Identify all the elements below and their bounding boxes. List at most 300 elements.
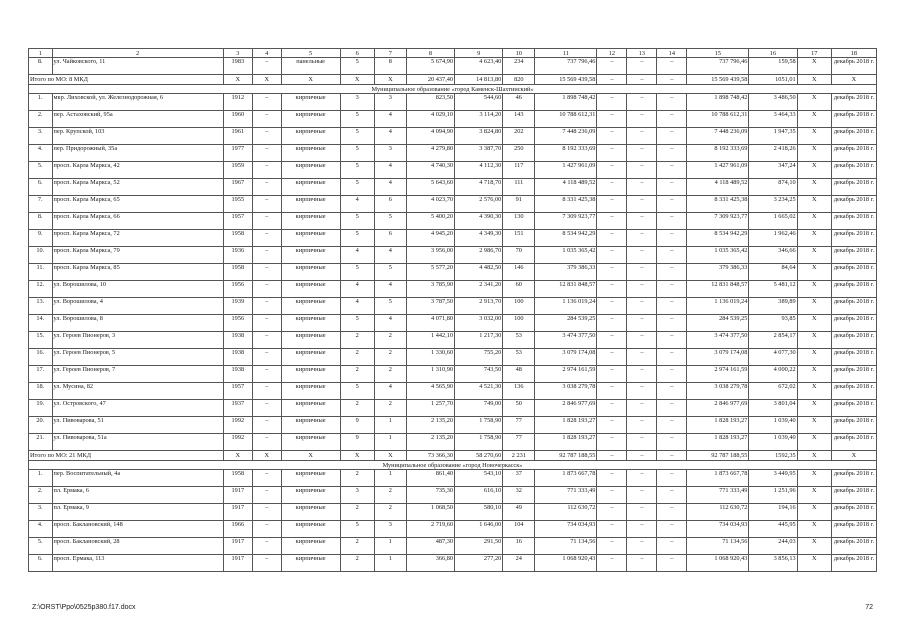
table-cell-col-8: 4 945,20 — [406, 230, 454, 247]
table-cell-col-12: – — [597, 400, 627, 417]
table-cell-col-6: 4 — [340, 196, 374, 213]
table-cell-col-9: 291,50 — [455, 538, 503, 555]
table-cell-col-11: 12 831 848,57 — [535, 281, 597, 298]
total-cell-col-10: 2 231 — [503, 451, 535, 461]
table-cell-col-1: 2. — [29, 111, 53, 128]
table-cell-col-17: X — [797, 179, 831, 196]
table-cell-col-18: декабрь 2018 г. — [831, 94, 876, 111]
table-cell-col-2: просп. Ермака, 113 — [52, 555, 223, 572]
table-cell-col-8: 5 674,90 — [406, 58, 454, 75]
table-cell-col-7: 2 — [374, 504, 406, 521]
table-cell-col-8: 2 719,60 — [406, 521, 454, 538]
column-number-14: 14 — [657, 49, 687, 58]
table-cell-col-16: 1 039,40 — [749, 434, 797, 451]
table-cell-col-11: 1 035 365,42 — [535, 247, 597, 264]
table-cell-col-14: – — [657, 349, 687, 366]
table-cell-col-17: X — [797, 383, 831, 400]
table-row — [29, 281, 877, 298]
table-cell-col-18: декабрь 2018 г. — [831, 196, 876, 213]
table-cell-col-18: декабрь 2018 г. — [831, 298, 876, 315]
table-cell-col-10: 77 — [503, 417, 535, 434]
table-cell-col-1: 8. — [29, 213, 53, 230]
table-cell-col-18: декабрь 2018 г. — [831, 179, 876, 196]
column-number-7: 7 — [374, 49, 406, 58]
table-cell-col-15: 1 035 365,42 — [687, 247, 749, 264]
table-cell-col-14: – — [657, 332, 687, 349]
table-cell-col-9: 4 349,30 — [455, 230, 503, 247]
total-cell-col-11: 15 569 439,58 — [535, 75, 597, 85]
table-cell-col-16: 2 854,17 — [749, 332, 797, 349]
table-cell-col-12: – — [597, 487, 627, 504]
table-cell-col-9: 4 112,30 — [455, 162, 503, 179]
table-cell-col-17: X — [797, 332, 831, 349]
column-number-1: 1 — [29, 49, 53, 58]
table-cell-col-9: 2 986,70 — [455, 247, 503, 264]
table-cell-col-12: – — [597, 281, 627, 298]
table-cell-col-1: 2. — [29, 487, 53, 504]
table-cell-col-13: – — [627, 521, 657, 538]
table-cell-col-13: – — [627, 162, 657, 179]
table-cell-col-18: декабрь 2018 г. — [831, 162, 876, 179]
table-cell-col-2: ул. Мусина, 82 — [52, 383, 223, 400]
table-cell-col-8: 487,30 — [406, 538, 454, 555]
table-cell-col-9: 4 521,30 — [455, 383, 503, 400]
table-cell-col-13: – — [627, 504, 657, 521]
table-cell-col-17: X — [797, 349, 831, 366]
table-cell-col-15: 379 386,33 — [687, 264, 749, 281]
table-cell-col-15: 8 331 425,38 — [687, 196, 749, 213]
total-cell-col-18: X — [831, 451, 876, 461]
table-cell-col-10: 91 — [503, 196, 535, 213]
table-cell-col-3: 1983 — [223, 58, 252, 75]
table-cell-col-15: 12 831 848,57 — [687, 281, 749, 298]
table-cell-col-15: 771 333,49 — [687, 487, 749, 504]
table-cell-col-1: 3. — [29, 128, 53, 145]
table-cell-col-6: 9 — [340, 417, 374, 434]
table-cell-col-7: 6 — [374, 230, 406, 247]
table-cell-col-10: 46 — [503, 94, 535, 111]
table-cell-col-4: – — [252, 298, 281, 315]
table-cell-col-2: ул. Ворошилова, 4 — [52, 298, 223, 315]
table-cell-col-14: – — [657, 281, 687, 298]
table-cell-col-9: 1 646,00 — [455, 521, 503, 538]
table-cell-col-18: декабрь 2018 г. — [831, 128, 876, 145]
table-cell-col-13: – — [627, 538, 657, 555]
table-row — [29, 400, 877, 417]
table-cell-col-4: – — [252, 417, 281, 434]
table-cell-col-14: – — [657, 111, 687, 128]
table-cell-col-10: 143 — [503, 111, 535, 128]
table-cell-col-16: 5 481,12 — [749, 281, 797, 298]
table-cell-col-6: 5 — [340, 315, 374, 332]
table-row — [29, 128, 877, 145]
table-cell-col-16: 1 665,02 — [749, 213, 797, 230]
table-cell-col-5: кирпичные — [281, 504, 340, 521]
table-cell-col-14: – — [657, 145, 687, 162]
table-cell-col-3: 1917 — [223, 487, 252, 504]
table-cell-col-17: X — [797, 162, 831, 179]
table-cell-col-9: 755,20 — [455, 349, 503, 366]
table-cell-col-14: – — [657, 383, 687, 400]
table-cell-col-7: 5 — [374, 213, 406, 230]
table-cell-col-10: 130 — [503, 213, 535, 230]
table-cell-col-7: 5 — [374, 264, 406, 281]
total-cell-col-5: X — [281, 451, 340, 461]
column-number-12: 12 — [597, 49, 627, 58]
total-label: Итого по МО: 8 МКД — [29, 75, 224, 85]
table-cell-col-8: 2 135,20 — [406, 434, 454, 451]
table-cell-col-5: кирпичные — [281, 487, 340, 504]
table-row — [29, 332, 877, 349]
table-cell-col-18: декабрь 2018 г. — [831, 400, 876, 417]
table-cell-col-12: – — [597, 128, 627, 145]
table-cell-col-18: декабрь 2018 г. — [831, 349, 876, 366]
table-cell-col-4: – — [252, 555, 281, 572]
table-cell-col-14: – — [657, 213, 687, 230]
table-cell-col-7: 2 — [374, 400, 406, 417]
table-cell-col-7: 4 — [374, 128, 406, 145]
table-cell-col-9: 2 913,70 — [455, 298, 503, 315]
table-cell-col-3: 1960 — [223, 111, 252, 128]
table-cell-col-9: 3 824,80 — [455, 128, 503, 145]
table-cell-col-7: 3 — [374, 521, 406, 538]
table-cell-col-18: декабрь 2018 г. — [831, 470, 876, 487]
table-row — [29, 196, 877, 213]
table-cell-col-4: – — [252, 247, 281, 264]
table-cell-col-7: 4 — [374, 247, 406, 264]
table-cell-col-9: 2 576,00 — [455, 196, 503, 213]
table-cell-col-5: кирпичные — [281, 111, 340, 128]
table-cell-col-9: 1 758,90 — [455, 434, 503, 451]
table-cell-col-4: – — [252, 487, 281, 504]
table-cell-col-18: декабрь 2018 г. — [831, 281, 876, 298]
table-cell-col-3: 1992 — [223, 434, 252, 451]
table-cell-col-15: 7 309 923,77 — [687, 213, 749, 230]
table-row — [29, 521, 877, 538]
table-cell-col-15: 3 474 377,50 — [687, 332, 749, 349]
table-cell-col-18: декабрь 2018 г. — [831, 145, 876, 162]
table-cell-col-1: 8. — [29, 58, 53, 75]
table-cell-col-10: 117 — [503, 162, 535, 179]
table-cell-col-13: – — [627, 128, 657, 145]
table-cell-col-4: – — [252, 264, 281, 281]
table-cell-col-6: 2 — [340, 332, 374, 349]
table-cell-col-11: 7 448 236,09 — [535, 128, 597, 145]
table-cell-col-7: 2 — [374, 487, 406, 504]
table-cell-col-18: декабрь 2018 г. — [831, 417, 876, 434]
table-cell-col-1: 21. — [29, 434, 53, 451]
table-cell-col-17: X — [797, 264, 831, 281]
table-cell-col-5: кирпичные — [281, 162, 340, 179]
table-cell-col-14: – — [657, 298, 687, 315]
total-cell-col-5: X — [281, 75, 340, 85]
total-cell-col-7: X — [374, 451, 406, 461]
table-cell-col-16: 1 947,35 — [749, 128, 797, 145]
document-table-container — [28, 48, 877, 572]
table-cell-col-17: X — [797, 145, 831, 162]
column-number-5: 5 — [281, 49, 340, 58]
table-cell-col-17: X — [797, 281, 831, 298]
table-row — [29, 58, 877, 75]
table-cell-col-2: просп. Карла Маркса, 85 — [52, 264, 223, 281]
capital-repair-table — [28, 48, 877, 572]
table-row — [29, 213, 877, 230]
table-cell-col-5: кирпичные — [281, 230, 340, 247]
table-cell-col-3: 1959 — [223, 162, 252, 179]
table-cell-col-2: просп. Карла Маркса, 42 — [52, 162, 223, 179]
table-cell-col-14: – — [657, 94, 687, 111]
table-cell-col-4: – — [252, 400, 281, 417]
table-cell-col-10: 136 — [503, 383, 535, 400]
table-cell-col-4: – — [252, 470, 281, 487]
table-cell-col-11: 1 068 920,43 — [535, 555, 597, 572]
table-cell-col-15: 1 898 748,42 — [687, 94, 749, 111]
table-cell-col-5: кирпичные — [281, 315, 340, 332]
table-cell-col-7: 3 — [374, 145, 406, 162]
total-cell-col-3: X — [223, 75, 252, 85]
table-cell-col-16: 4 077,30 — [749, 349, 797, 366]
table-cell-col-6: 2 — [340, 366, 374, 383]
table-cell-col-7: 4 — [374, 111, 406, 128]
table-cell-col-11: 10 788 612,31 — [535, 111, 597, 128]
table-cell-col-18: декабрь 2018 г. — [831, 504, 876, 521]
table-row — [29, 179, 877, 196]
table-cell-col-16: 1 251,96 — [749, 487, 797, 504]
total-cell-col-17: X — [797, 451, 831, 461]
table-cell-col-13: – — [627, 383, 657, 400]
table-cell-col-5: кирпичные — [281, 196, 340, 213]
table-cell-col-12: – — [597, 470, 627, 487]
table-cell-col-4: – — [252, 128, 281, 145]
column-number-6: 6 — [340, 49, 374, 58]
table-cell-col-7: 4 — [374, 179, 406, 196]
table-cell-col-4: – — [252, 434, 281, 451]
table-row — [29, 417, 877, 434]
table-cell-col-15: 1 828 193,27 — [687, 417, 749, 434]
total-cell-col-14: – — [657, 75, 687, 85]
table-cell-col-18: декабрь 2018 г. — [831, 230, 876, 247]
table-row — [29, 298, 877, 315]
table-cell-col-15: 3 079 174,08 — [687, 349, 749, 366]
table-cell-col-10: 151 — [503, 230, 535, 247]
table-body — [29, 49, 877, 572]
table-cell-col-16: 672,02 — [749, 383, 797, 400]
table-cell-col-3: 1917 — [223, 538, 252, 555]
table-cell-col-17: X — [797, 111, 831, 128]
table-cell-col-2: ул. Чайковского, 11 — [52, 58, 223, 75]
total-cell-col-15: 92 787 188,55 — [687, 451, 749, 461]
table-cell-col-1: 20. — [29, 417, 53, 434]
table-cell-col-4: – — [252, 58, 281, 75]
table-cell-col-2: ул. Героев Пионеров, 3 — [52, 332, 223, 349]
total-cell-col-3: X — [223, 451, 252, 461]
table-cell-col-4: – — [252, 366, 281, 383]
table-cell-col-8: 5 577,20 — [406, 264, 454, 281]
table-cell-col-14: – — [657, 179, 687, 196]
table-cell-col-2: пл. Ермака, 9 — [52, 504, 223, 521]
total-cell-col-8: 73 366,30 — [406, 451, 454, 461]
table-cell-col-6: 5 — [340, 383, 374, 400]
table-cell-col-17: X — [797, 504, 831, 521]
table-cell-col-3: 1992 — [223, 417, 252, 434]
table-cell-col-11: 2 974 161,59 — [535, 366, 597, 383]
table-cell-col-5: кирпичные — [281, 383, 340, 400]
table-cell-col-9: 3 114,20 — [455, 111, 503, 128]
table-cell-col-4: – — [252, 521, 281, 538]
table-cell-col-8: 1 257,70 — [406, 400, 454, 417]
table-cell-col-10: 32 — [503, 487, 535, 504]
table-cell-col-18: декабрь 2018 г. — [831, 111, 876, 128]
table-cell-col-6: 5 — [340, 264, 374, 281]
table-cell-col-16: 3 234,25 — [749, 196, 797, 213]
table-cell-col-13: – — [627, 434, 657, 451]
table-cell-col-12: – — [597, 94, 627, 111]
table-cell-col-16: 4 000,22 — [749, 366, 797, 383]
table-cell-col-18: декабрь 2018 г. — [831, 58, 876, 75]
column-number-9: 9 — [455, 49, 503, 58]
table-cell-col-3: 1939 — [223, 298, 252, 315]
table-cell-col-5: кирпичные — [281, 145, 340, 162]
table-cell-col-10: 100 — [503, 315, 535, 332]
table-cell-col-9: 4 718,70 — [455, 179, 503, 196]
table-cell-col-14: – — [657, 162, 687, 179]
table-cell-col-3: 1957 — [223, 383, 252, 400]
table-cell-col-4: – — [252, 504, 281, 521]
table-cell-col-13: – — [627, 58, 657, 75]
table-cell-col-13: – — [627, 179, 657, 196]
table-cell-col-1: 5. — [29, 162, 53, 179]
total-cell-col-16: 1051,01 — [749, 75, 797, 85]
table-cell-col-8: 3 787,50 — [406, 298, 454, 315]
table-cell-col-1: 1. — [29, 94, 53, 111]
table-cell-col-11: 7 309 923,77 — [535, 213, 597, 230]
table-cell-col-14: – — [657, 417, 687, 434]
table-row — [29, 470, 877, 487]
table-cell-col-11: 3 079 174,08 — [535, 349, 597, 366]
table-cell-col-13: – — [627, 281, 657, 298]
section-title: Муниципальное образование «город Новочеркасск» — [29, 461, 877, 470]
table-cell-col-10: 104 — [503, 521, 535, 538]
table-cell-col-1: 6. — [29, 555, 53, 572]
table-cell-col-9: 4 623,40 — [455, 58, 503, 75]
table-cell-col-8: 1 310,90 — [406, 366, 454, 383]
table-cell-col-12: – — [597, 247, 627, 264]
column-number-17: 17 — [797, 49, 831, 58]
table-cell-col-10: 146 — [503, 264, 535, 281]
table-cell-col-7: 4 — [374, 281, 406, 298]
table-cell-col-18: декабрь 2018 г. — [831, 366, 876, 383]
table-cell-col-4: – — [252, 332, 281, 349]
table-cell-col-1: 9. — [29, 230, 53, 247]
table-cell-col-6: 4 — [340, 247, 374, 264]
table-cell-col-1: 3. — [29, 504, 53, 521]
table-cell-col-15: 10 788 612,31 — [687, 111, 749, 128]
table-cell-col-17: X — [797, 58, 831, 75]
table-cell-col-8: 3 956,00 — [406, 247, 454, 264]
table-cell-col-12: – — [597, 555, 627, 572]
table-row — [29, 264, 877, 281]
table-cell-col-3: 1936 — [223, 247, 252, 264]
table-cell-col-1: 18. — [29, 383, 53, 400]
table-cell-col-3: 1956 — [223, 315, 252, 332]
table-cell-col-12: – — [597, 349, 627, 366]
table-cell-col-5: кирпичные — [281, 298, 340, 315]
table-cell-col-15: 71 134,56 — [687, 538, 749, 555]
table-cell-col-6: 4 — [340, 298, 374, 315]
total-cell-col-14: – — [657, 451, 687, 461]
table-cell-col-11: 1 828 193,27 — [535, 417, 597, 434]
table-cell-col-11: 379 386,33 — [535, 264, 597, 281]
column-number-8: 8 — [406, 49, 454, 58]
table-cell-col-7: 2 — [374, 366, 406, 383]
table-cell-col-13: – — [627, 111, 657, 128]
table-cell-col-11: 3 038 279,78 — [535, 383, 597, 400]
table-cell-col-17: X — [797, 487, 831, 504]
table-cell-col-16: 84,64 — [749, 264, 797, 281]
table-cell-col-18: декабрь 2018 г. — [831, 383, 876, 400]
table-cell-col-6: 4 — [340, 281, 374, 298]
table-cell-col-5: кирпичные — [281, 247, 340, 264]
table-cell-col-8: 1 068,50 — [406, 504, 454, 521]
total-cell-col-9: 58 270,60 — [455, 451, 503, 461]
table-cell-col-15: 2 846 977,69 — [687, 400, 749, 417]
table-row — [29, 111, 877, 128]
table-cell-col-4: – — [252, 162, 281, 179]
table-cell-col-15: 8 192 333,69 — [687, 145, 749, 162]
table-cell-col-1: 14. — [29, 315, 53, 332]
table-row — [29, 538, 877, 555]
table-cell-col-5: кирпичные — [281, 264, 340, 281]
table-cell-col-17: X — [797, 417, 831, 434]
table-cell-col-5: кирпичные — [281, 281, 340, 298]
table-cell-col-1: 12. — [29, 281, 53, 298]
table-cell-col-12: – — [597, 332, 627, 349]
table-cell-col-3: 1958 — [223, 470, 252, 487]
table-cell-col-11: 8 534 942,29 — [535, 230, 597, 247]
table-cell-col-18: декабрь 2018 г. — [831, 538, 876, 555]
column-number-2: 2 — [52, 49, 223, 58]
column-number-18: 18 — [831, 49, 876, 58]
table-cell-col-7: 4 — [374, 315, 406, 332]
column-number-13: 13 — [627, 49, 657, 58]
table-cell-col-9: 3 032,00 — [455, 315, 503, 332]
table-cell-col-16: 194,16 — [749, 504, 797, 521]
table-cell-col-17: X — [797, 434, 831, 451]
table-cell-col-11: 1 828 193,27 — [535, 434, 597, 451]
table-cell-col-17: X — [797, 247, 831, 264]
table-cell-col-2: просп. Баклановский, 148 — [52, 521, 223, 538]
table-cell-col-11: 112 630,72 — [535, 504, 597, 521]
table-cell-col-6: 5 — [340, 213, 374, 230]
table-cell-col-9: 616,10 — [455, 487, 503, 504]
total-cell-col-12: – — [597, 451, 627, 461]
table-cell-col-12: – — [597, 298, 627, 315]
table-cell-col-7: 1 — [374, 434, 406, 451]
table-cell-col-10: 24 — [503, 555, 535, 572]
table-cell-col-16: 389,89 — [749, 298, 797, 315]
table-cell-col-13: – — [627, 487, 657, 504]
table-cell-col-11: 8 192 333,69 — [535, 145, 597, 162]
table-cell-col-8: 366,80 — [406, 555, 454, 572]
page-number: 72 — [865, 604, 873, 611]
total-cell-col-13: – — [627, 75, 657, 85]
table-cell-col-17: X — [797, 470, 831, 487]
table-cell-col-10: 53 — [503, 349, 535, 366]
table-cell-col-2: ул. Героев Пионеров, 5 — [52, 349, 223, 366]
table-cell-col-15: 7 448 236,09 — [687, 128, 749, 145]
column-number-3: 3 — [223, 49, 252, 58]
table-cell-col-6: 5 — [340, 162, 374, 179]
